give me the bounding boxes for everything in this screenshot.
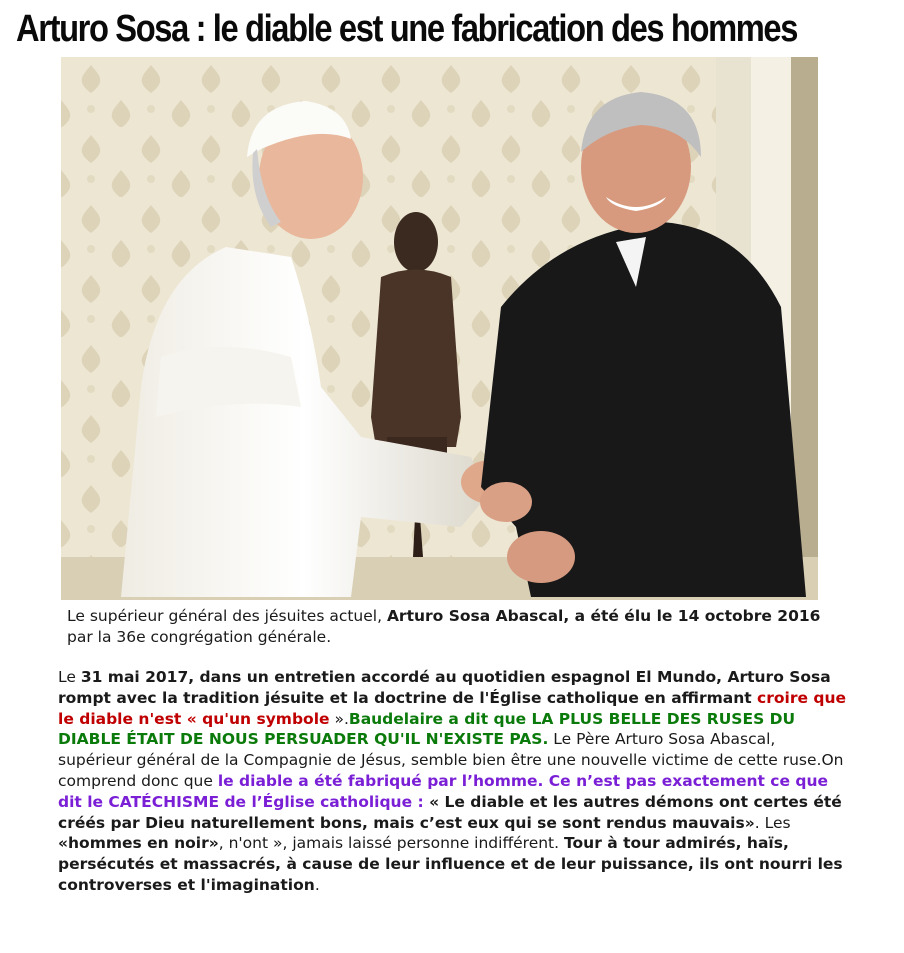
bold-segment: «hommes en noir» [58, 834, 219, 853]
text-segment: Le [58, 668, 81, 686]
photo-caption [67, 606, 827, 648]
text-segment: , n'ont », jamais laissé personne indifférent. [218, 834, 564, 853]
text-segment: . Les [754, 813, 791, 832]
text-segment: . [314, 875, 320, 894]
text-segment: ». [329, 709, 349, 728]
caption-bold: Arturo Sosa Abascal, a été élu le 14 octobre 2016 [386, 607, 821, 625]
article-photo [61, 57, 818, 600]
bold-segment: 31 mai 2017, dans un entretien accordé au quotidien espagnol El Mundo, Arturo Sosa rompt avec la tradition jésuite et la doctrine de l'Église catholique en affirmant [58, 668, 831, 707]
caption-text-end: par la 36e congrégation générale. [67, 628, 332, 646]
article-headline: Arturo Sosa : le diable est une fabrication des hommes [16, 8, 798, 50]
article-body [58, 667, 848, 896]
text-segment: Le Père Arturo Sosa Abascal, supérieur général de la Compagnie de Jésus, semble bien être une nouvelle victime de cette ruse.On comprend donc que [58, 730, 844, 790]
green-highlight: Baudelaire a dit que LA PLUS BELLE DES RUSES DU DIABLE ÉTAIT DE NOUS PERSUADER QU'IL N'EXISTE PAS. [58, 709, 796, 749]
bold-segment: Tour à tour admirés, haïs, persécutés et massacrés, à cause de leur influence et de leur puissance, ils ont nourri les controverses et l'imagination [58, 834, 843, 894]
red-highlight: croire que le diable n'est « qu'un symbole [58, 688, 847, 728]
caption-text: Le supérieur général des jésuites actuel, [67, 607, 387, 625]
purple-highlight: le diable a été fabriqué par l’homme. Ce n’est pas exactement ce que dit le CATÉCHISME de l’Église catholique : [58, 771, 829, 811]
catechism-quote: « Le diable et les autres démons ont certes été créés par Dieu naturellement bons, mais c’est eux qui se sont rendus mauvais» [58, 792, 842, 832]
